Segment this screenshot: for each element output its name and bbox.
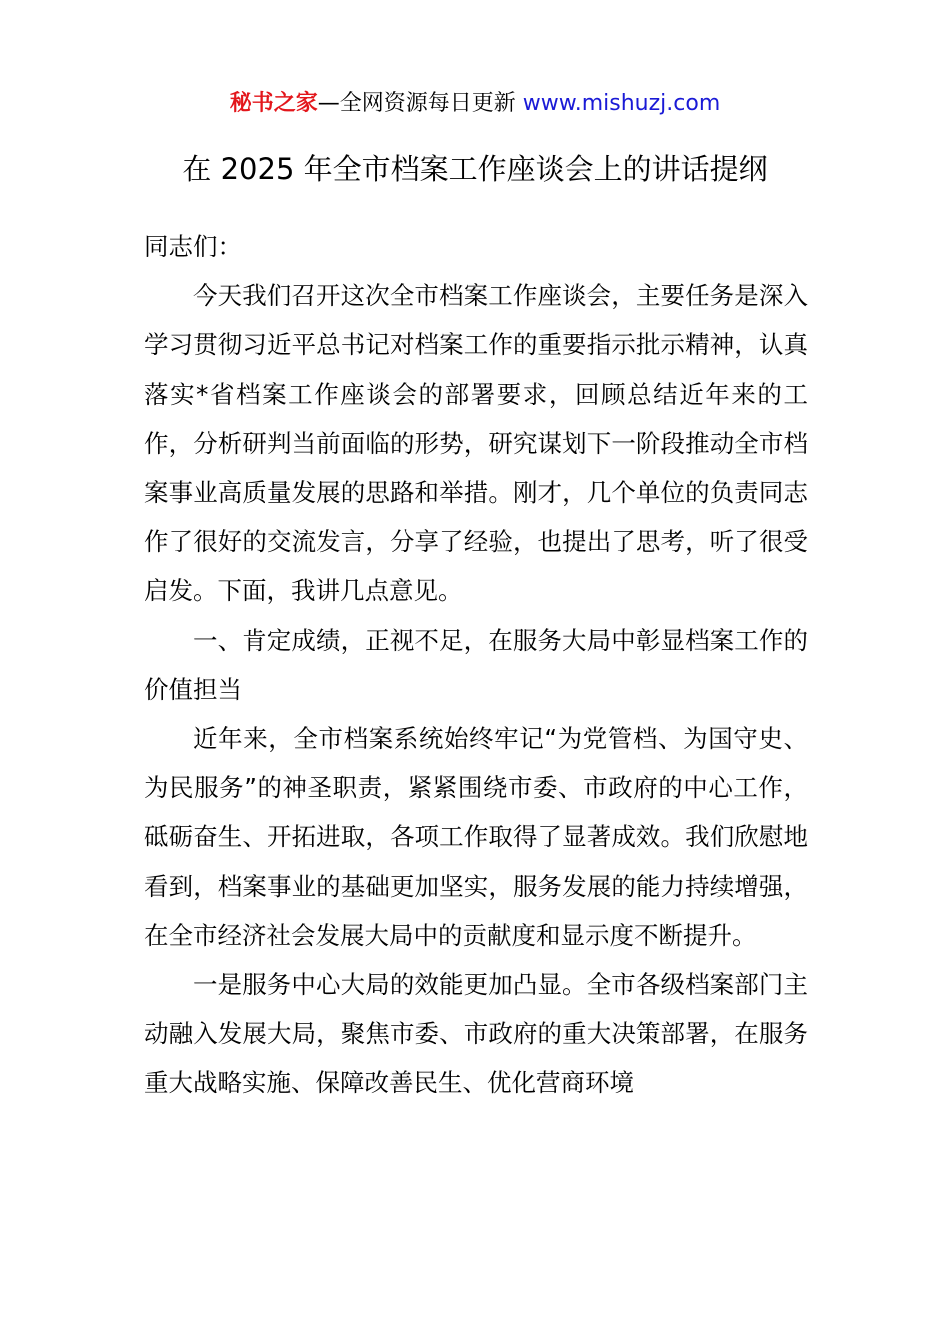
site-brand: 秘书之家 — [229, 91, 318, 116]
section-heading: 一、肯定成绩，正视不足，在服务大局中彰显档案工作的价值担当 — [144, 625, 808, 704]
document-body — [144, 222, 808, 1108]
site-header — [0, 88, 950, 120]
site-url-link[interactable]: www.mishuzj.com — [522, 91, 721, 116]
paragraph: 今天我们召开这次全市档案工作座谈会，主要任务是深入学习贯彻习近平总书记对档案工作的重要指示批示精神，认真落实*省档案工作座谈会的部署要求，回顾总结近年来的工作，分析研判当前面临的形势，研究谋划下一阶段推动全市档案事业高质量发展的思路和举措。刚才，几个单位的负责同志作了很好的交流发言，分享了经验，也提出了思考，听了很受启发。下面，我讲几点意见。 — [144, 281, 808, 606]
salutation: 同志们： — [144, 232, 242, 261]
document-title: 在 2025 年全市档案工作座谈会上的讲话提纲 — [182, 152, 768, 186]
paragraph: 一是服务中心大局的效能更加凸显。全市各级档案部门主动融入发展大局，聚焦市委、市政府的重大决策部署，在服务重大战略实施、保障改善民生、优化营商环境 — [144, 970, 808, 1098]
paragraph: 近年来，全市档案系统始终牢记“为党管档、为国守史、为民服务”的神圣职责，紧紧围绕市委、市政府的中心工作，砥砺奋生、开拓进取，各项工作取得了显著成效。我们欣慰地看到，档案事业的基础更加坚实，服务发展的能力持续增强，在全市经济社会发展大局中的贡献度和显示度不断提升。 — [144, 724, 808, 950]
site-tagline: —全网资源每日更新 — [317, 91, 516, 116]
